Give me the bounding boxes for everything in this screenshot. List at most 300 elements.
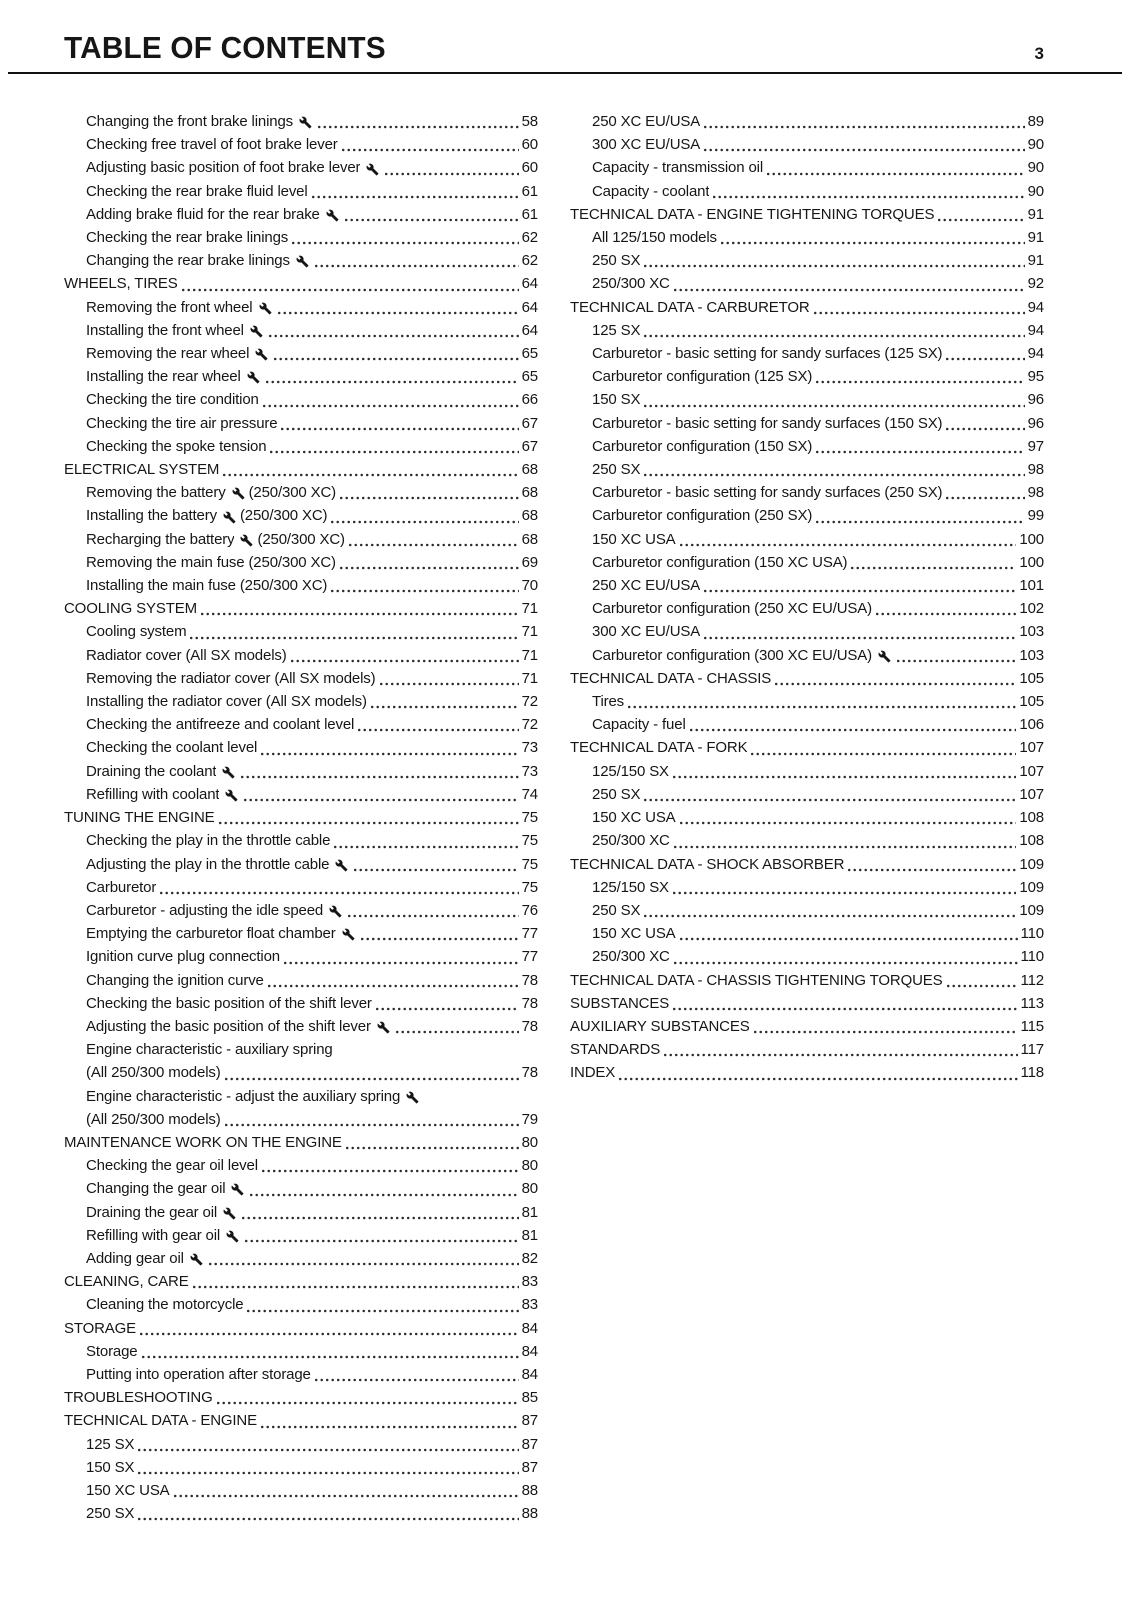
toc-entry-label: TECHNICAL DATA - ENGINE bbox=[64, 1412, 257, 1430]
toc-entry-label: 250 XC EU/USA bbox=[592, 577, 701, 595]
toc-entry bbox=[64, 969, 538, 992]
toc-entry-label: TECHNICAL DATA - CHASSIS bbox=[570, 669, 772, 687]
toc-entry bbox=[570, 551, 1044, 574]
dotted-leader bbox=[263, 404, 519, 408]
toc-entry-page: 94 bbox=[1027, 321, 1044, 339]
toc-section-entry bbox=[64, 1131, 538, 1154]
toc-entry-line bbox=[86, 1363, 538, 1386]
toc-entry-label: Checking the basic position of the shift lever bbox=[86, 994, 372, 1012]
toc-entry-label: Engine characteristic - adjust the auxiliary spring bbox=[86, 1087, 401, 1105]
toc-entry-label: 250 SX bbox=[592, 252, 641, 270]
toc-entry bbox=[570, 504, 1044, 527]
toc-entry-label: Emptying the carburetor float chamber bbox=[86, 925, 336, 943]
toc-entry-label: 150 XC USA bbox=[592, 925, 676, 943]
toc-entry-line bbox=[592, 272, 1044, 295]
toc-entry-line bbox=[592, 945, 1044, 968]
wrench-icon bbox=[329, 905, 342, 918]
toc-entry-label: Checking the rear brake fluid level bbox=[86, 182, 308, 200]
toc-entry bbox=[570, 806, 1044, 829]
page-title: TABLE OF CONTENTS bbox=[64, 30, 386, 65]
toc-entry-page: 72 bbox=[521, 716, 538, 734]
toc-entry bbox=[570, 412, 1044, 435]
toc-entry-label: Adjusting the basic position of the shift lever bbox=[86, 1017, 371, 1035]
dotted-leader bbox=[245, 1239, 518, 1243]
toc-entry-label: Removing the radiator cover (All SX models) bbox=[86, 669, 376, 687]
page-header bbox=[8, 0, 1122, 74]
toc-entry-page: 91 bbox=[1027, 229, 1044, 247]
toc-entry bbox=[570, 133, 1044, 156]
dotted-leader bbox=[767, 172, 1025, 176]
toc-entry-line bbox=[86, 1224, 538, 1247]
toc-entry-page: 78 bbox=[521, 1017, 538, 1035]
toc-entry-page: 109 bbox=[1019, 878, 1044, 896]
dotted-leader bbox=[331, 520, 518, 524]
toc-entry bbox=[64, 528, 538, 551]
wrench-icon bbox=[231, 1183, 244, 1196]
toc-entry bbox=[570, 319, 1044, 342]
toc-columns bbox=[0, 74, 1130, 1525]
toc-entry-page: 103 bbox=[1019, 646, 1044, 664]
toc-entry-line bbox=[86, 667, 538, 690]
toc-entry bbox=[64, 1363, 538, 1386]
dotted-leader bbox=[644, 914, 1016, 918]
toc-entry-line bbox=[86, 644, 538, 667]
toc-entry-label: Installing the rear wheel bbox=[86, 368, 241, 386]
toc-entry bbox=[64, 713, 538, 736]
toc-entry-label: Carburetor bbox=[86, 878, 157, 896]
toc-entry-label: Carburetor - basic setting for sandy surfaces (150 SX) bbox=[592, 414, 943, 432]
wrench-icon bbox=[366, 163, 379, 176]
toc-entry-label: TUNING THE ENGINE bbox=[64, 809, 215, 827]
toc-entry-line bbox=[86, 110, 538, 133]
toc-entry-label: 300 XC EU/USA bbox=[592, 136, 701, 154]
toc-entry-page: 68 bbox=[521, 484, 538, 502]
toc-entry-label: Checking the tire air pressure bbox=[86, 414, 278, 432]
toc-entry-label: 300 XC EU/USA bbox=[592, 623, 701, 641]
dotted-leader bbox=[334, 845, 518, 849]
toc-entry-label: Checking the coolant level bbox=[86, 739, 258, 757]
dotted-leader bbox=[946, 357, 1024, 361]
dotted-leader bbox=[225, 1123, 519, 1127]
toc-entry-line bbox=[570, 853, 1044, 876]
toc-entry-label: TECHNICAL DATA - CARBURETOR bbox=[570, 298, 810, 316]
toc-entry-page: 70 bbox=[521, 577, 538, 595]
toc-entry bbox=[570, 528, 1044, 551]
toc-entry-label: Adding gear oil bbox=[86, 1249, 184, 1267]
toc-entry-suffix: (250/300 XC) bbox=[239, 507, 328, 525]
toc-entry bbox=[570, 620, 1044, 643]
toc-entry bbox=[64, 365, 538, 388]
toc-entry bbox=[64, 690, 538, 713]
dotted-leader bbox=[644, 334, 1024, 338]
dotted-leader bbox=[318, 125, 519, 129]
dotted-leader bbox=[358, 728, 518, 732]
dotted-leader bbox=[201, 612, 519, 616]
toc-entry-label: Carburetor - adjusting the idle speed bbox=[86, 901, 324, 919]
toc-section-entry bbox=[570, 667, 1044, 690]
toc-entry-page: 90 bbox=[1027, 159, 1044, 177]
toc-column-right bbox=[570, 110, 1044, 1525]
toc-entry-page: 64 bbox=[521, 321, 538, 339]
toc-entry-page: 83 bbox=[521, 1296, 538, 1314]
toc-entry-page: 96 bbox=[1027, 414, 1044, 432]
toc-entry-line bbox=[592, 783, 1044, 806]
toc-entry-label: 150 SX bbox=[592, 391, 641, 409]
toc-entry-page: 97 bbox=[1027, 437, 1044, 455]
toc-entry-page: 103 bbox=[1019, 623, 1044, 641]
toc-entry-page: 65 bbox=[521, 368, 538, 386]
toc-entry-page: 117 bbox=[1020, 1041, 1044, 1059]
dotted-leader bbox=[209, 1262, 519, 1266]
toc-entry-label: 250 SX bbox=[86, 1505, 135, 1523]
toc-entry-page: 105 bbox=[1019, 693, 1044, 711]
wrench-icon bbox=[240, 534, 253, 547]
toc-entry-label: STORAGE bbox=[64, 1319, 137, 1337]
toc-entry-page: 71 bbox=[521, 600, 538, 618]
toc-entry bbox=[570, 435, 1044, 458]
toc-entry-page: 68 bbox=[521, 530, 538, 548]
toc-entry-page: 64 bbox=[521, 275, 538, 293]
toc-entry-line bbox=[86, 365, 538, 388]
toc-entry-line bbox=[64, 272, 538, 295]
dotted-leader bbox=[851, 566, 1016, 570]
toc-entry-page: 113 bbox=[1020, 994, 1044, 1012]
toc-entry-page: 100 bbox=[1019, 530, 1044, 548]
dotted-leader bbox=[644, 264, 1024, 268]
dotted-leader bbox=[345, 218, 519, 222]
dotted-leader bbox=[138, 1448, 518, 1452]
dotted-leader bbox=[190, 636, 518, 640]
toc-section-entry bbox=[570, 992, 1044, 1015]
toc-entry-label: TECHNICAL DATA - SHOCK ABSORBER bbox=[570, 855, 845, 873]
toc-entry-page: 100 bbox=[1019, 553, 1044, 571]
dotted-leader bbox=[315, 1378, 519, 1382]
dotted-leader bbox=[346, 1146, 519, 1150]
toc-entry bbox=[64, 783, 538, 806]
dotted-leader bbox=[160, 891, 518, 895]
toc-entry-line bbox=[592, 528, 1044, 551]
toc-entry-page: 96 bbox=[1027, 391, 1044, 409]
toc-entry-label: 150 XC USA bbox=[592, 530, 676, 548]
toc-entry bbox=[64, 1433, 538, 1456]
dotted-leader bbox=[673, 1007, 1017, 1011]
toc-entry-page: 110 bbox=[1020, 925, 1044, 943]
dotted-leader bbox=[371, 705, 519, 709]
toc-entry bbox=[570, 597, 1044, 620]
toc-entry-page: 77 bbox=[521, 925, 538, 943]
toc-entry-page: 118 bbox=[1020, 1064, 1044, 1082]
toc-entry-line bbox=[592, 829, 1044, 852]
dotted-leader bbox=[644, 404, 1024, 408]
toc-entry-label: Ignition curve plug connection bbox=[86, 948, 280, 966]
toc-entry-page: 88 bbox=[521, 1481, 538, 1499]
toc-entry-label: 250 XC EU/USA bbox=[592, 113, 701, 130]
toc-entry-line bbox=[86, 249, 538, 272]
toc-entry-line bbox=[592, 156, 1044, 179]
toc-entry-line bbox=[86, 342, 538, 365]
toc-column-left bbox=[64, 110, 538, 1525]
toc-entry-label: Draining the coolant bbox=[86, 762, 217, 780]
wrench-icon bbox=[296, 255, 309, 268]
toc-entry-line bbox=[86, 1479, 538, 1502]
toc-entry-line bbox=[86, 435, 538, 458]
toc-section-entry bbox=[64, 272, 538, 295]
toc-entry-label: Installing the front wheel bbox=[86, 321, 244, 339]
toc-entry-line bbox=[570, 296, 1044, 319]
toc-entry bbox=[570, 180, 1044, 203]
toc-entry-page: 87 bbox=[521, 1435, 538, 1453]
wrench-icon bbox=[222, 766, 235, 779]
toc-entry-page: 84 bbox=[521, 1365, 538, 1383]
toc-entry-line bbox=[592, 620, 1044, 643]
toc-entry-line bbox=[592, 690, 1044, 713]
toc-entry-label: Engine characteristic - auxiliary spring bbox=[86, 1041, 333, 1059]
dotted-leader bbox=[674, 961, 1018, 965]
toc-entry-page: 115 bbox=[1020, 1017, 1044, 1035]
toc-entry-label: All 125/150 models bbox=[592, 229, 717, 247]
toc-entry-line bbox=[86, 1201, 538, 1224]
toc-section-entry bbox=[570, 736, 1044, 759]
toc-entry-label: Checking the rear brake linings bbox=[86, 229, 289, 247]
toc-entry-label: CLEANING, CARE bbox=[64, 1273, 189, 1291]
dotted-leader bbox=[342, 148, 519, 152]
toc-entry-line bbox=[592, 365, 1044, 388]
dotted-leader bbox=[348, 914, 519, 918]
toc-entry bbox=[64, 203, 538, 226]
dotted-leader bbox=[312, 195, 519, 199]
toc-entry-label: TECHNICAL DATA - ENGINE TIGHTENING TORQUES bbox=[570, 205, 935, 223]
dotted-leader bbox=[217, 1401, 519, 1405]
dotted-leader bbox=[242, 1216, 519, 1220]
dotted-leader bbox=[219, 821, 519, 825]
toc-entry-page: 62 bbox=[521, 229, 538, 247]
toc-entry-line bbox=[64, 1386, 538, 1409]
toc-entry-page: 81 bbox=[521, 1226, 538, 1244]
dotted-leader bbox=[673, 891, 1017, 895]
toc-entry bbox=[570, 690, 1044, 713]
toc-entry-page: 90 bbox=[1027, 136, 1044, 154]
toc-entry-page: 82 bbox=[521, 1249, 538, 1267]
toc-entry-line bbox=[592, 481, 1044, 504]
toc-entry-page: 107 bbox=[1019, 785, 1044, 803]
toc-entry-page: 67 bbox=[521, 414, 538, 432]
toc-entry-line bbox=[592, 551, 1044, 574]
dotted-leader bbox=[340, 566, 519, 570]
dotted-leader bbox=[274, 357, 518, 361]
dotted-leader bbox=[241, 775, 518, 779]
toc-entry-label: Checking the gear oil level bbox=[86, 1157, 258, 1175]
toc-entry bbox=[64, 504, 538, 527]
wrench-icon bbox=[190, 1253, 203, 1266]
toc-section-entry bbox=[570, 1038, 1044, 1061]
toc-entry-label: 150 XC USA bbox=[86, 1481, 170, 1499]
toc-entry-label: Removing the rear wheel bbox=[86, 345, 250, 363]
toc-entry-page: 91 bbox=[1027, 205, 1044, 223]
toc-entry-line bbox=[86, 713, 538, 736]
toc-entry-line bbox=[86, 876, 538, 899]
toc-entry-label: TECHNICAL DATA - CHASSIS TIGHTENING TORQUES bbox=[570, 971, 943, 989]
dotted-leader bbox=[848, 868, 1016, 872]
dotted-leader bbox=[816, 380, 1024, 384]
toc-entry bbox=[64, 899, 538, 922]
toc-entry-page: 75 bbox=[521, 832, 538, 850]
toc-entry-label: Adjusting basic position of foot brake lever bbox=[86, 159, 361, 177]
toc-entry bbox=[64, 644, 538, 667]
toc-entry-page: 69 bbox=[521, 553, 538, 571]
toc-entry-label: Carburetor configuration (250 SX) bbox=[592, 507, 813, 525]
toc-entry-line bbox=[86, 133, 538, 156]
toc-entry bbox=[64, 922, 538, 945]
toc-entry bbox=[64, 1201, 538, 1224]
dotted-leader bbox=[674, 288, 1025, 292]
toc-entry-page: 101 bbox=[1019, 577, 1044, 595]
dotted-leader bbox=[628, 705, 1016, 709]
toc-entry-label: Removing the main fuse (250/300 XC) bbox=[86, 553, 336, 571]
toc-entry bbox=[570, 644, 1044, 667]
toc-entry bbox=[64, 1038, 538, 1084]
dotted-leader bbox=[704, 125, 1025, 129]
toc-entry bbox=[64, 435, 538, 458]
toc-entry-line bbox=[570, 203, 1044, 226]
toc-entry-page: 98 bbox=[1027, 484, 1044, 502]
toc-entry-page: 84 bbox=[521, 1319, 538, 1337]
toc-entry-line bbox=[86, 1247, 538, 1270]
toc-entry-line bbox=[86, 736, 538, 759]
dotted-leader bbox=[704, 148, 1025, 152]
toc-entry-label: WHEELS, TIRES bbox=[64, 275, 178, 293]
toc-section-entry bbox=[570, 203, 1044, 226]
toc-entry bbox=[570, 876, 1044, 899]
toc-entry-line bbox=[86, 1038, 538, 1061]
toc-entry-line bbox=[570, 992, 1044, 1015]
toc-entry-label: TECHNICAL DATA - FORK bbox=[570, 739, 748, 757]
toc-entry bbox=[64, 1340, 538, 1363]
toc-entry bbox=[64, 388, 538, 411]
toc-entry bbox=[570, 760, 1044, 783]
toc-entry bbox=[570, 829, 1044, 852]
toc-entry-line bbox=[592, 644, 1044, 667]
toc-entry bbox=[570, 458, 1044, 481]
toc-entry-page: 88 bbox=[521, 1505, 538, 1523]
toc-entry-line bbox=[86, 1085, 538, 1108]
toc-entry-line bbox=[592, 713, 1044, 736]
toc-entry-line bbox=[592, 388, 1044, 411]
toc-entry bbox=[64, 945, 538, 968]
dotted-leader bbox=[174, 1494, 519, 1498]
toc-entry bbox=[64, 1479, 538, 1502]
dotted-leader bbox=[673, 775, 1017, 779]
toc-entry-line bbox=[86, 899, 538, 922]
toc-entry-line bbox=[592, 435, 1044, 458]
toc-entry bbox=[570, 110, 1044, 133]
toc-entry-line bbox=[570, 736, 1044, 759]
toc-entry bbox=[64, 1085, 538, 1131]
toc-entry-label: Installing the main fuse (250/300 XC) bbox=[86, 577, 328, 595]
toc-entry-page: 58 bbox=[521, 113, 538, 130]
toc-entry-label: Changing the rear brake linings bbox=[86, 252, 290, 270]
wrench-icon bbox=[247, 371, 260, 384]
toc-section-entry bbox=[570, 969, 1044, 992]
dotted-leader bbox=[385, 172, 518, 176]
dotted-leader bbox=[376, 1007, 519, 1011]
toc-entry-line bbox=[86, 783, 538, 806]
toc-entry-label: Changing the gear oil bbox=[86, 1180, 226, 1198]
toc-entry-line bbox=[592, 342, 1044, 365]
toc-entry-page: 84 bbox=[521, 1342, 538, 1360]
toc-entry-label: Carburetor configuration (150 SX) bbox=[592, 437, 813, 455]
dotted-leader bbox=[947, 984, 1018, 988]
toc-entry-page: 64 bbox=[521, 298, 538, 316]
dotted-leader bbox=[142, 1355, 519, 1359]
toc-entry-line bbox=[86, 388, 538, 411]
toc-entry bbox=[64, 133, 538, 156]
toc-entry-page: 75 bbox=[521, 809, 538, 827]
toc-entry-page: 91 bbox=[1027, 252, 1044, 270]
dotted-leader bbox=[713, 195, 1024, 199]
dotted-leader bbox=[751, 752, 1016, 756]
toc-entry-page: 71 bbox=[521, 646, 538, 664]
toc-entry-label: 250 SX bbox=[592, 785, 641, 803]
toc-section-entry bbox=[64, 597, 538, 620]
toc-entry-label: Cleaning the motorcycle bbox=[86, 1296, 244, 1314]
toc-entry-page: 68 bbox=[521, 507, 538, 525]
toc-entry-line2 bbox=[86, 1108, 538, 1131]
dotted-leader bbox=[268, 984, 519, 988]
toc-entry-page: 98 bbox=[1027, 461, 1044, 479]
toc-entry-label: 250 SX bbox=[592, 461, 641, 479]
toc-entry-line bbox=[86, 1293, 538, 1316]
toc-section-entry bbox=[570, 296, 1044, 319]
toc-entry bbox=[64, 156, 538, 179]
toc-entry-line bbox=[592, 180, 1044, 203]
toc-entry-line bbox=[86, 481, 538, 504]
toc-entry-line bbox=[86, 1015, 538, 1038]
toc-entry-label: Carburetor configuration (125 SX) bbox=[592, 368, 813, 386]
dotted-leader bbox=[278, 311, 519, 315]
toc-entry bbox=[570, 156, 1044, 179]
dotted-leader bbox=[269, 334, 519, 338]
toc-entry-page: 107 bbox=[1019, 739, 1044, 757]
toc-entry-line bbox=[64, 806, 538, 829]
dotted-leader bbox=[270, 450, 518, 454]
toc-entry-label: MAINTENANCE WORK ON THE ENGINE bbox=[64, 1133, 342, 1151]
toc-entry-page: 78 bbox=[521, 971, 538, 989]
toc-section-entry bbox=[64, 1386, 538, 1409]
toc-entry-line bbox=[86, 180, 538, 203]
toc-section-entry bbox=[570, 1061, 1044, 1084]
toc-entry-label: Capacity - coolant bbox=[592, 182, 710, 200]
toc-entry-page: 61 bbox=[521, 182, 538, 200]
toc-entry-line bbox=[592, 806, 1044, 829]
toc-entry-page: 71 bbox=[521, 623, 538, 641]
toc-entry-label: Adding brake fluid for the rear brake bbox=[86, 205, 320, 223]
toc-section-entry bbox=[64, 1270, 538, 1293]
wrench-icon bbox=[250, 325, 263, 338]
toc-entry-page: 78 bbox=[521, 994, 538, 1012]
toc-entry-page: 75 bbox=[521, 855, 538, 873]
toc-entry-page: 94 bbox=[1027, 298, 1044, 316]
toc-entry-line bbox=[86, 992, 538, 1015]
toc-entry-line bbox=[86, 969, 538, 992]
toc-entry bbox=[64, 551, 538, 574]
toc-entry-page: 109 bbox=[1019, 901, 1044, 919]
toc-entry-suffix: (250/300 XC) bbox=[248, 484, 336, 502]
toc-entry-line bbox=[592, 226, 1044, 249]
dotted-leader bbox=[680, 937, 1018, 941]
toc-entry-line bbox=[64, 458, 538, 481]
dotted-leader bbox=[244, 798, 518, 802]
toc-entry-page: 107 bbox=[1019, 762, 1044, 780]
